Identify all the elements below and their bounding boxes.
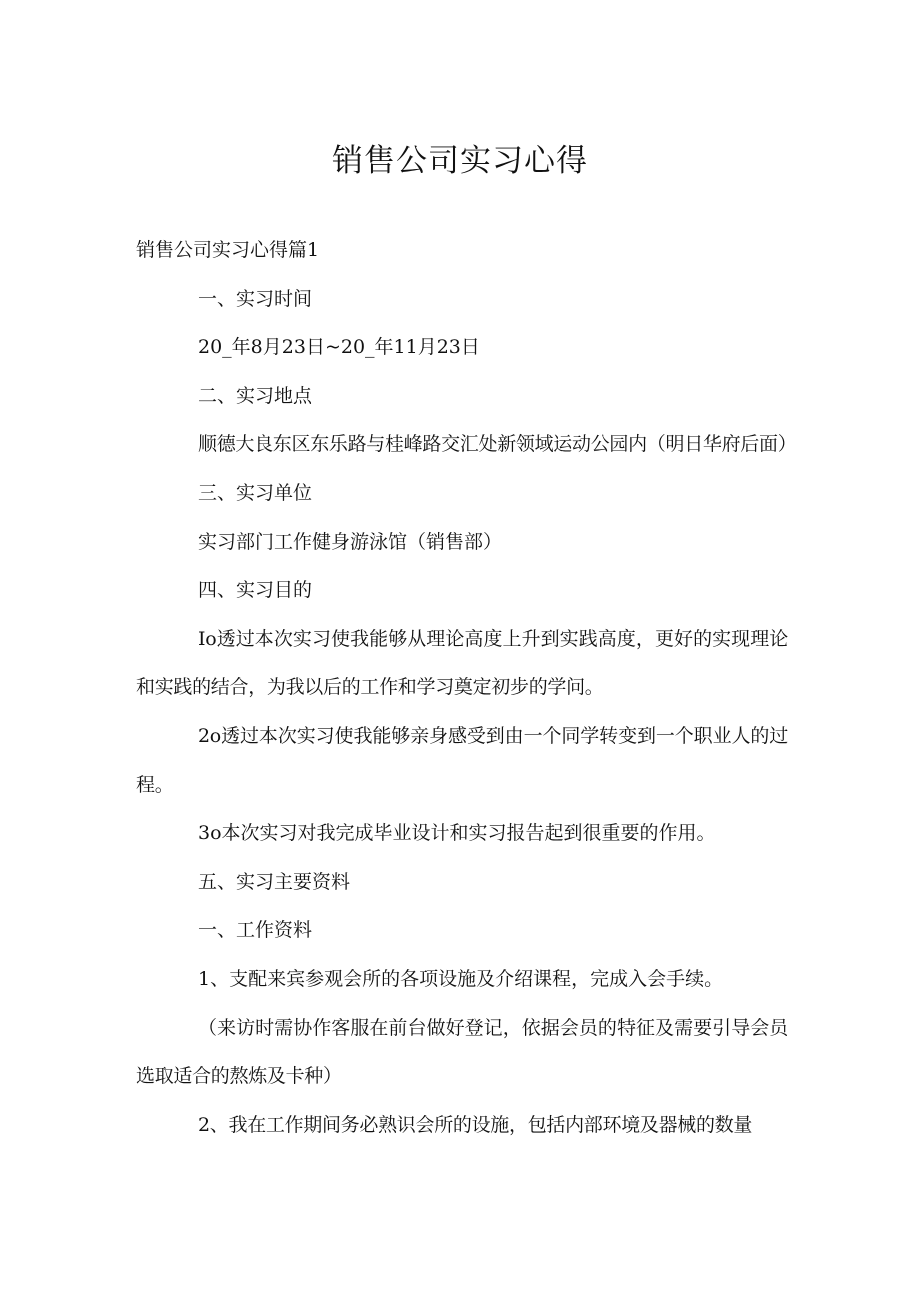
document-body [136, 226, 797, 1149]
paragraph: 实习部门工作健身游泳馆（销售部） [198, 530, 503, 553]
paragraph: 2、我在工作期间务必熟识会所的设施，包括内部环境及器械的数量 [198, 1113, 753, 1136]
paragraph: 四、实习目的 [198, 579, 313, 602]
paragraph: 顺德大良东区东乐路与桂峰路交汇处新领域运动公园内（明日华府后面） [198, 433, 797, 456]
paragraph: 20_年8月23日~20_年11月23日 [198, 336, 480, 359]
paragraph: 一、工作资料 [198, 919, 313, 942]
document-title: 销售公司实习心得 [332, 143, 588, 179]
paragraph: 1、支配来宾参观会所的各项设施及介绍课程，完成入会手续。 [198, 967, 724, 990]
paragraph: 三、实习单位 [198, 481, 313, 504]
paragraph: Io透过本次实习使我能够从理论高度上升到实践高度，更好的实现理论和实践的结合，为我以后的工作和学习奠定初步的学问。 [136, 627, 788, 699]
section-heading: 销售公司实习心得篇1 [136, 239, 320, 261]
paragraph: 2o透过本次实习使我能够亲身感受到由一个同学转变到一个职业人的过程。 [136, 724, 788, 796]
paragraph: 一、实习时间 [198, 287, 313, 310]
paragraph: 3o本次实习对我完成毕业设计和实习报告起到很重要的作用。 [198, 822, 716, 845]
paragraph: （来访时需协作客服在前台做好登记，依据会员的特征及需要引导会员选取适合的熬炼及卡种） [136, 1016, 788, 1088]
paragraph: 五、实习主要资料 [198, 870, 351, 893]
paragraph: 二、实习地点 [198, 384, 313, 407]
